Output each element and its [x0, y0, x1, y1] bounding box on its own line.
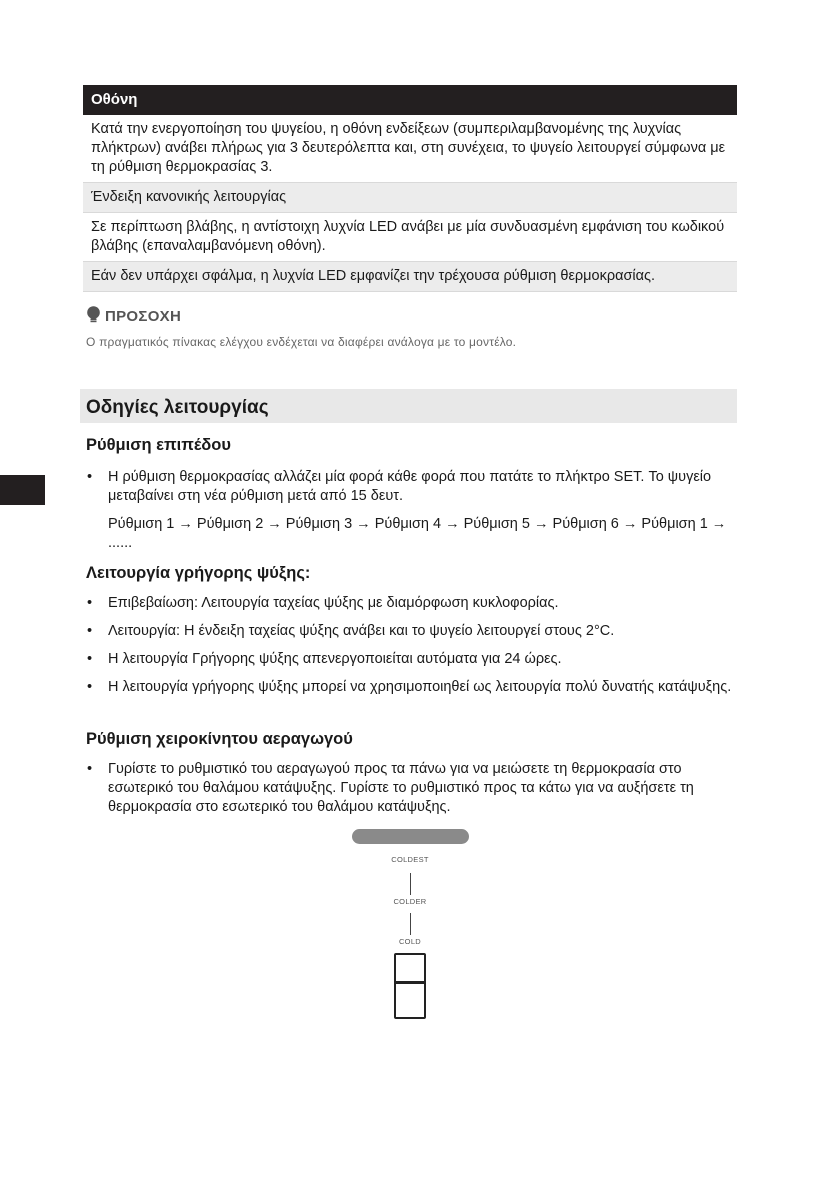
label-cold: COLD: [398, 937, 422, 946]
air-damper-section: [86, 730, 736, 826]
caution-heading: [86, 306, 516, 327]
air-damper-list: [86, 760, 736, 817]
fridge-icon: [394, 953, 426, 1019]
level-setting-list: [86, 468, 736, 506]
display-table-row: Σε περίπτωση βλάβης, η αντίστοιχη λυχνία LED ανάβει με μία συνδυασμένη εμφάνιση του κωδικού βλάβης (επαναλαμβανόμενη οθόνη).: [83, 213, 737, 262]
fast-cooling-section: [86, 564, 736, 706]
label-coldest: COLDEST: [391, 855, 429, 864]
level-setting-section: [86, 436, 736, 553]
list-item: • Γυρίστε το ρυθμιστικό του αεραγωγού προς τα πάνω για να μειώσετε τη θερμοκρασία στο εσωτερικό του θαλάμου κατάψυξης. Γυρίστε το ρυθμιστικό προς τα κάτω για να αυξήσετε τη θερμοκρασία στο εσωτερικό του θαλάμου κατάψυξης.: [86, 760, 736, 817]
fridge-divider: [396, 981, 424, 984]
section-title: Οδηγίες λειτουργίας: [86, 397, 269, 418]
display-table-header: Οθόνη: [83, 85, 737, 115]
scale-line: [410, 873, 411, 895]
caution-note: [86, 306, 516, 349]
lightbulb-icon: [86, 306, 101, 327]
label-colder: COLDER: [393, 897, 427, 906]
fast-cooling-title: Λειτουργία γρήγορης ψύξης:: [86, 564, 311, 582]
list-item: • Λειτουργία: Η ένδειξη ταχείας ψύξης ανάβει και το ψυγείο λειτουργεί στους 2°C.: [86, 622, 736, 641]
list-item: • Η ρύθμιση θερμοκρασίας αλλάζει μία φορά κάθε φορά που πατάτε το πλήκτρο SET. Το ψυγείο μεταβαίνει στη νέα ρύθμιση μετά από 15 δευτ.: [86, 468, 736, 506]
air-damper-diagram: [340, 825, 480, 1030]
section-title-bar: [80, 389, 737, 423]
caution-title: ΠΡΟΣΟΧΗ: [105, 308, 182, 325]
display-table-row: Ένδειξη κανονικής λειτουργίας: [83, 183, 737, 213]
side-tab-marker: [0, 475, 45, 505]
display-table: [83, 85, 737, 292]
damper-slider-knob: [352, 829, 469, 844]
level-setting-title: Ρύθμιση επιπέδου: [86, 436, 231, 454]
list-item: • Η λειτουργία Γρήγορης ψύξης απενεργοποιείται αυτόματα για 24 ώρες.: [86, 650, 736, 669]
list-item: • Η λειτουργία γρήγορης ψύξης μπορεί να χρησιμοποιηθεί ως λειτουργία πολύ δυνατής κατάψυξης.: [86, 678, 736, 697]
list-item: • Επιβεβαίωση: Λειτουργία ταχείας ψύξης με διαμόρφωση κυκλοφορίας.: [86, 594, 736, 613]
display-table-row: Εάν δεν υπάρχει σφάλμα, η λυχνία LED εμφανίζει την τρέχουσα ρύθμιση θερμοκρασίας.: [83, 262, 737, 292]
air-damper-title: Ρύθμιση χειροκίνητου αεραγωγού: [86, 730, 353, 748]
fast-cooling-list: [86, 594, 736, 697]
display-table-row: Κατά την ενεργοποίηση του ψυγείου, η οθόνη ενδείξεων (συμπεριλαμβανομένης της λυχνίας πλήκτρων) ανάβει πλήρως για 3 δευτερόλεπτα και, στη συνέχεια, το ψυγείο λειτουργεί σύμφωνα με τη ρύθμιση θερμοκρασίας 3.: [83, 115, 737, 183]
scale-line: [410, 913, 411, 935]
caution-text: Ο πραγματικός πίνακας ελέγχου ενδέχεται να διαφέρει ανάλογα με το μοντέλο.: [86, 335, 517, 349]
level-sequence: Ρύθμιση 1 → Ρύθμιση 2 → Ρύθμιση 3 → Ρύθμιση 4 → Ρύθμιση 5 → Ρύθμιση 6 → Ρύθμιση 1 → ......: [108, 516, 727, 551]
